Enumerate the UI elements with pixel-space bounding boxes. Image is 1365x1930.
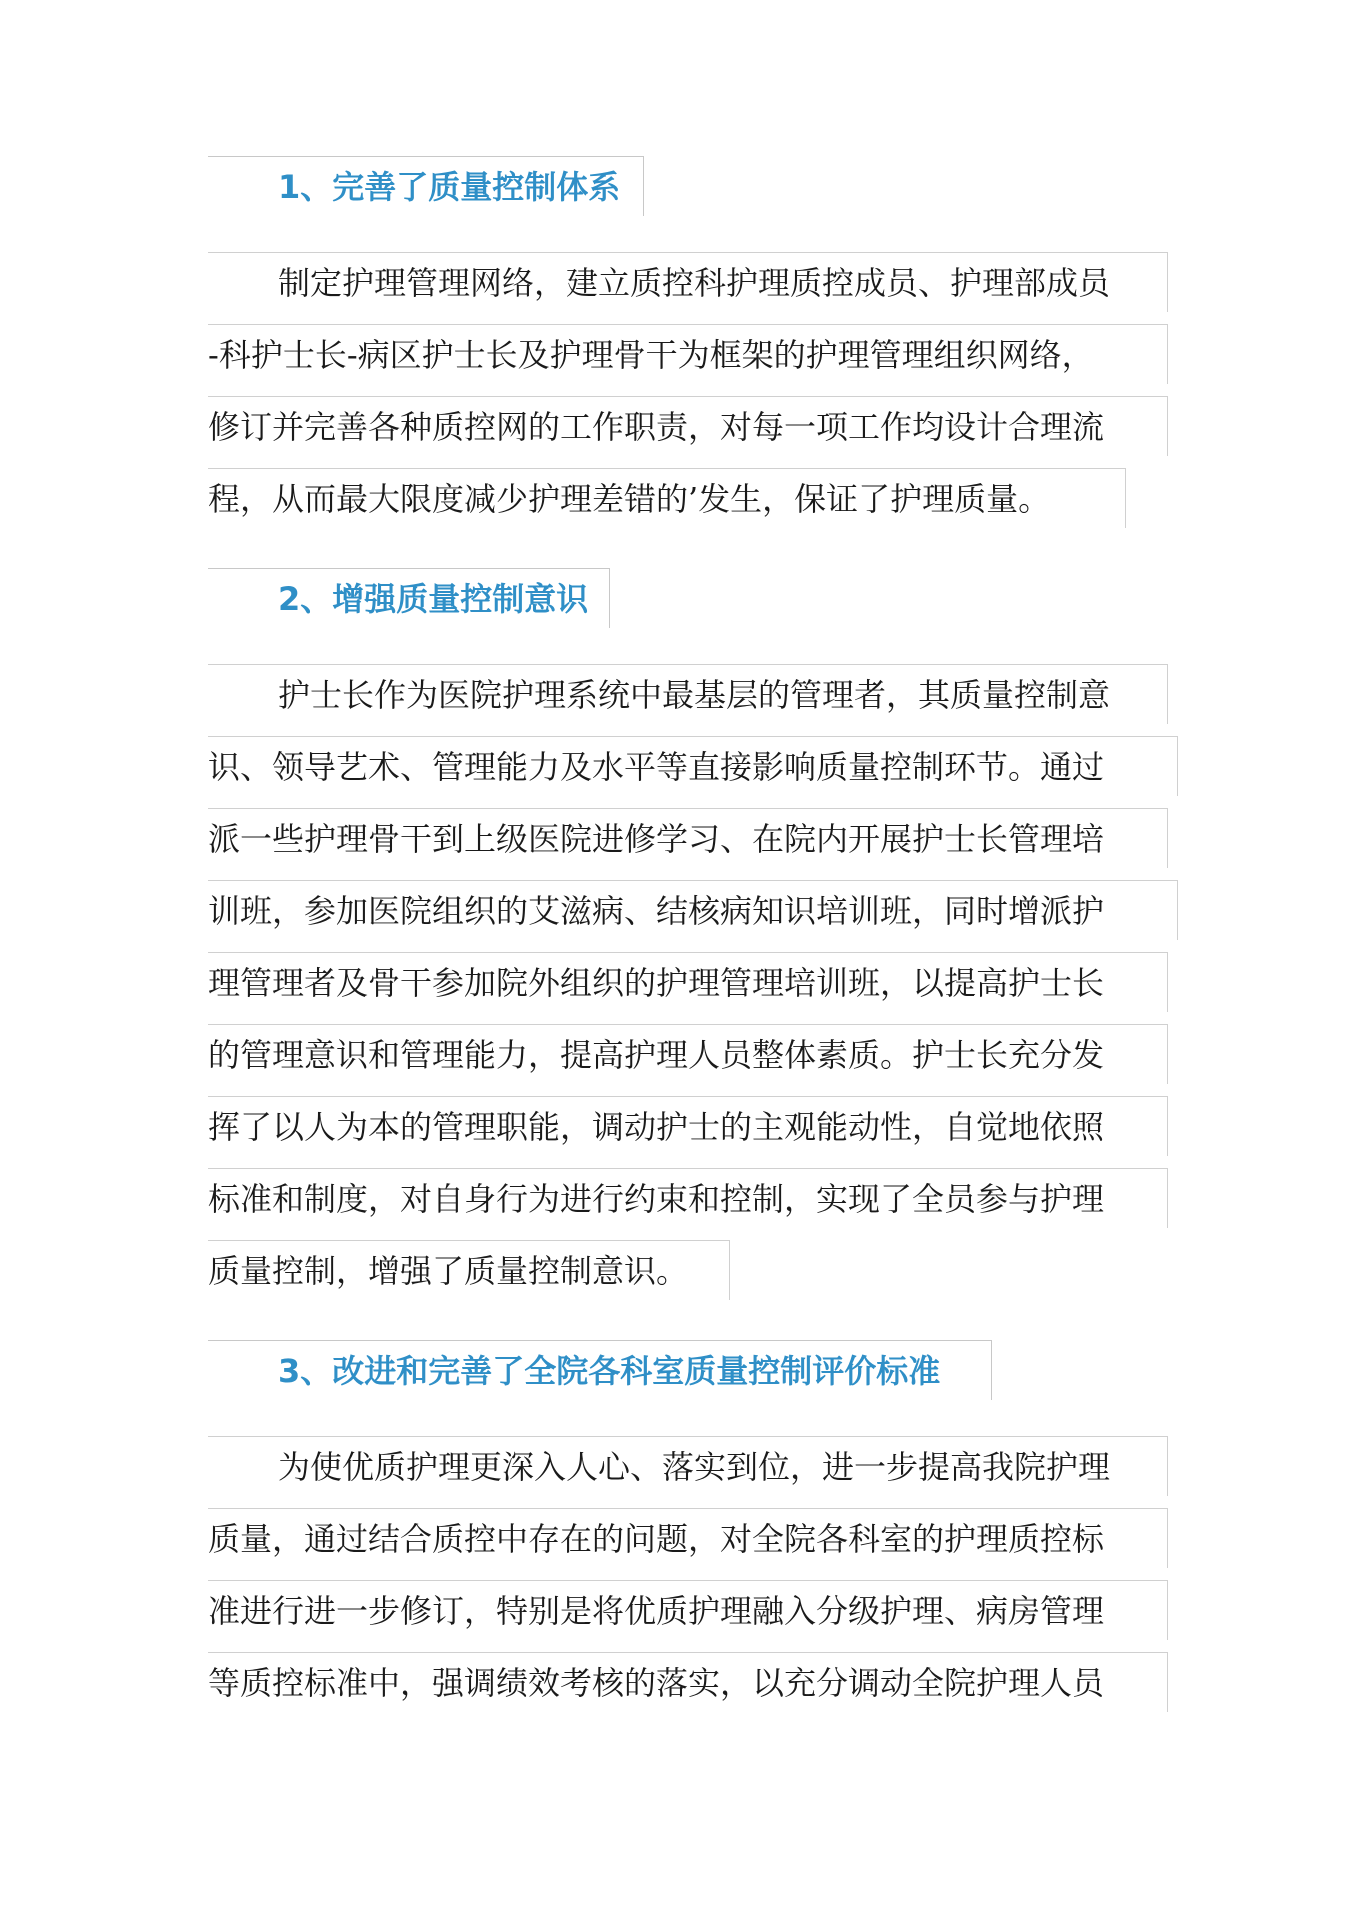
paragraph-line: 修订并完善各种质控网的工作职责，对每一项工作均设计合理流 [208, 396, 1168, 456]
paragraph-line: 标准和制度，对自身行为进行约束和控制，实现了全员参与护理 [208, 1168, 1168, 1228]
paragraph-line: 理管理者及骨干参加院外组织的护理管理培训班，以提高护士长 [208, 952, 1168, 1012]
paragraph-line: 等质控标准中，强调绩效考核的落实，以充分调动全院护理人员 [208, 1652, 1168, 1712]
paragraph-line: 为使优质护理更深入人心、落实到位，进一步提高我院护理 [208, 1436, 1168, 1496]
paragraph-line: 挥了以人为本的管理职能，调动护士的主观能动性，自觉地依照 [208, 1096, 1168, 1156]
section-1-heading-text: 1、完善了质量控制体系 [278, 168, 621, 206]
paragraph-line: 制定护理管理网络，建立质控科护理质控成员、护理部成员 [208, 252, 1168, 312]
section-1-heading [208, 156, 644, 216]
section-2-heading [208, 568, 610, 628]
paragraph-line: 护士长作为医院护理系统中最基层的管理者，其质量控制意 [208, 664, 1168, 724]
paragraph-line: 程，从而最大限度减少护理差错的’发生，保证了护理质量。 [208, 468, 1126, 528]
paragraph-line: 的管理意识和管理能力，提高护理人员整体素质。护士长充分发 [208, 1024, 1168, 1084]
paragraph-line: 质量，通过结合质控中存在的问题，对全院各科室的护理质控标 [208, 1508, 1168, 1568]
paragraph-line: 训班，参加医院组织的艾滋病、结核病知识培训班，同时增派护 [208, 880, 1178, 940]
section-3-heading [208, 1340, 992, 1400]
section-2-heading-text: 2、增强质量控制意识 [278, 580, 589, 618]
paragraph-line: 质量控制，增强了质量控制意识。 [208, 1240, 730, 1300]
paragraph-line: 准进行进一步修订，特别是将优质护理融入分级护理、病房管理 [208, 1580, 1168, 1640]
paragraph-line: 派一些护理骨干到上级医院进修学习、在院内开展护士长管理培 [208, 808, 1168, 868]
section-3-heading-text: 3、改进和完善了全院各科室质量控制评价标准 [278, 1352, 941, 1390]
paragraph-line: 识、领导艺术、管理能力及水平等直接影响质量控制环节。通过 [208, 736, 1178, 796]
paragraph-line: -科护士长-病区护士长及护理骨干为框架的护理管理组织网络， [208, 324, 1168, 384]
